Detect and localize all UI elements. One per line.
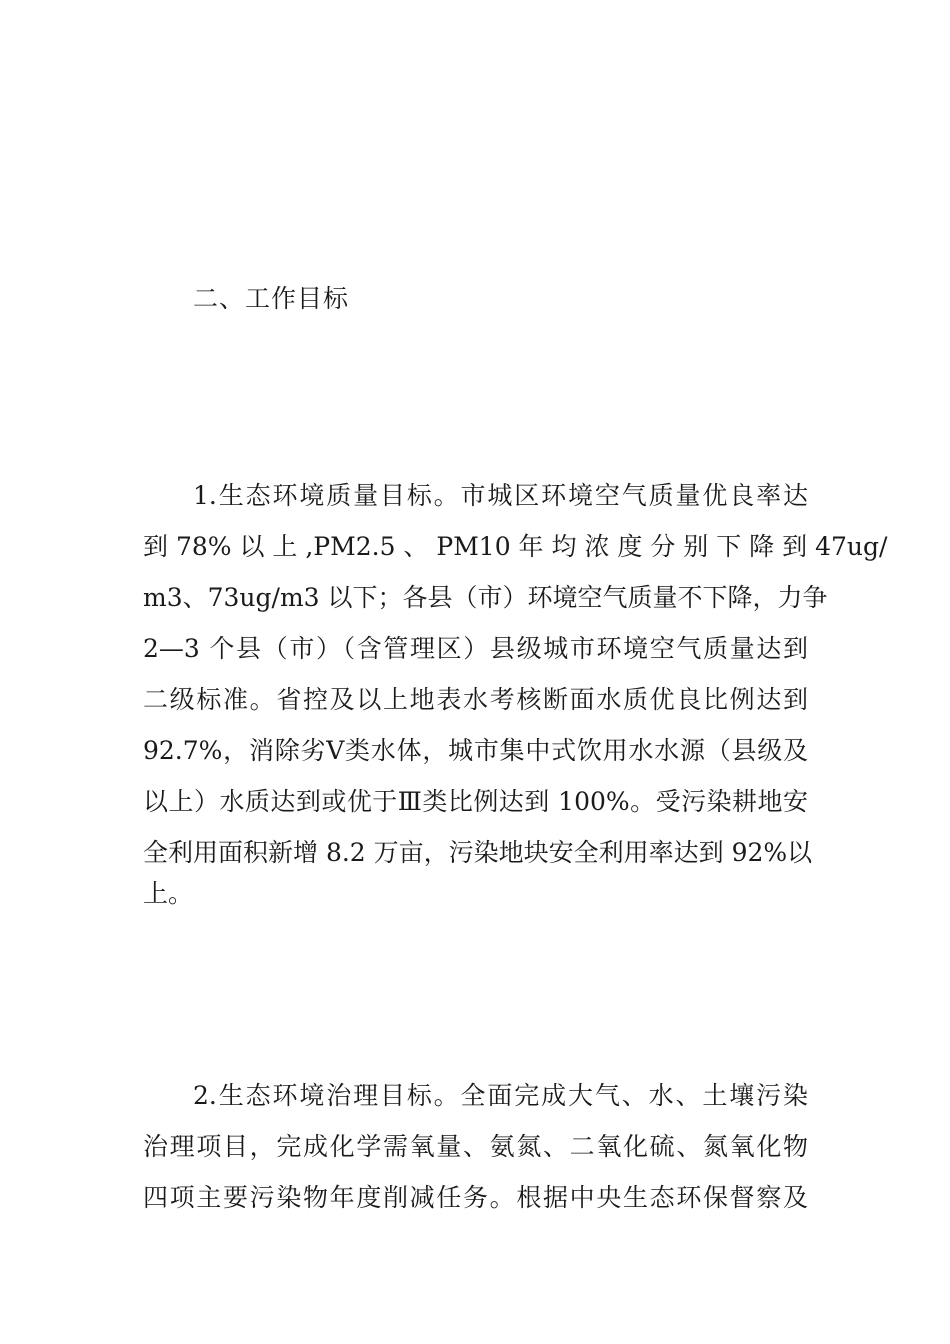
paragraph-line: 2.生态环境治理目标。全面完成大气、水、土壤污染 bbox=[193, 1081, 808, 1110]
section-heading: 二、工作目标 bbox=[193, 284, 350, 313]
paragraph-line: 2—3 个县（市）（含管理区）县级城市环境空气质量达到 bbox=[143, 634, 808, 663]
paragraph-line: 到 78% 以 上 ,PM2.5 、 PM10 年 均 浓 度 分 别 下 降 到 47ug/ bbox=[143, 532, 888, 561]
paragraph-line: 上。 bbox=[143, 879, 194, 908]
paragraph-line: 二级标准。省控及以上地表水考核断面水质优良比例达到 bbox=[143, 685, 808, 714]
paragraph-line: m3、73ug/m3 以下；各县（市）环境空气质量不下降，力争 bbox=[143, 583, 828, 612]
paragraph-line: 1.生态环境质量目标。市城区环境空气质量优良率达 bbox=[193, 481, 808, 510]
paragraph-line: 92.7%，消除劣Ⅴ类水体，城市集中式饮用水水源（县级及 bbox=[143, 736, 808, 765]
paragraph-line: 以上）水质达到或优于Ⅲ类比例达到 100%。受污染耕地安 bbox=[143, 787, 808, 816]
paragraph-line: 治理项目，完成化学需氧量、氨氮、二氧化硫、氮氧化物 bbox=[143, 1132, 808, 1161]
paragraph-line: 全利用面积新增 8.2 万亩，污染地块安全利用率达到 92%以 bbox=[143, 838, 813, 867]
paragraph-line: 四项主要污染物年度削减任务。根据中央生态环保督察及 bbox=[143, 1183, 808, 1212]
